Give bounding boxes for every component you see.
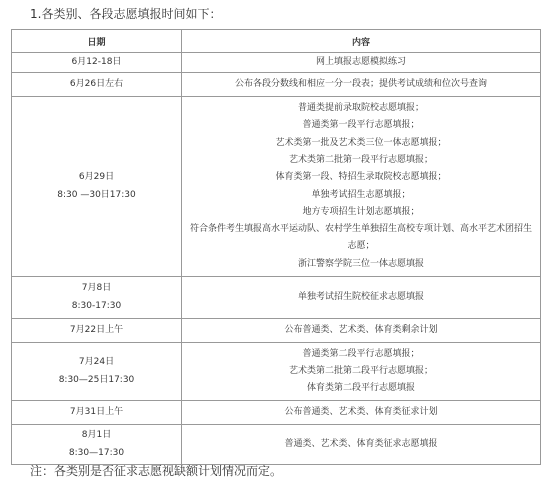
content-cell	[182, 425, 541, 465]
content-cell	[182, 401, 541, 425]
table-row	[12, 343, 541, 401]
date-cell	[12, 97, 182, 277]
content-text: 符合条件考生填报高水平运动队、农村学生单独招生高校专项计划、高水平艺术团招生志愿；	[189, 224, 532, 252]
content-text: 公布普通类、艺术类、体育类征求计划	[284, 406, 438, 417]
content-text: 公布普通类、艺术类、体育类剩余计划	[284, 324, 438, 335]
content-text: 网上填报志愿模拟练习	[315, 56, 406, 67]
date-cell	[12, 73, 182, 97]
table-row	[12, 319, 541, 343]
content-cell	[182, 73, 541, 97]
date-text: 7月24日	[78, 357, 115, 368]
date-cell	[12, 425, 182, 465]
content-text: 普通类提前录取院校志愿填报；	[297, 103, 424, 114]
date-cell	[12, 343, 182, 401]
content-text: 单独考试招生院校征求志愿填报	[297, 291, 424, 302]
time-text: 8:30 —30日17:30	[57, 189, 136, 200]
date-cell	[12, 319, 182, 343]
content-text: 艺术类第一批及艺术类三位一体志愿填报；	[275, 137, 447, 148]
date-text: 7月8日	[81, 283, 112, 294]
header-date: 日期	[12, 30, 182, 53]
table-row	[12, 53, 541, 73]
time-text: 8:30-17:30	[71, 300, 122, 311]
content-text: 地方专项招生计划志愿填报；	[302, 206, 420, 217]
content-text: 普通类第一段平行志愿填报；	[302, 120, 420, 131]
header-content: 内容	[182, 30, 541, 53]
content-cell	[182, 97, 541, 277]
date-cell	[12, 53, 182, 73]
content-cell	[182, 343, 541, 401]
content-text: 单独考试招生志愿填报；	[311, 189, 411, 200]
time-text: 8:30—25日17:30	[58, 374, 135, 385]
table-row	[12, 73, 541, 97]
footnote: 注：各类别是否征求志愿视缺额计划情况而定。	[30, 464, 283, 478]
content-text: 公布各段分数线和相应一分一段表；提供考试成绩和位次号查询	[234, 78, 487, 89]
content-cell	[182, 53, 541, 73]
date-text: 7月31日上午	[69, 406, 124, 417]
time-text: 8:30—17:30	[68, 447, 125, 458]
schedule-table	[11, 29, 541, 465]
table-row	[12, 97, 541, 277]
content-text: 体育类第二段平行志愿填报	[306, 383, 415, 394]
table-row	[12, 425, 541, 465]
content-text: 普通类、艺术类、体育类征求志愿填报	[284, 438, 438, 449]
content-text: 普通类第二段平行志愿填报；	[302, 348, 420, 359]
content-text: 艺术类第二批第一段平行志愿填报；	[288, 154, 433, 165]
content-text: 浙江警察学院三位一体志愿填报	[297, 258, 424, 269]
content-cell	[182, 277, 541, 319]
date-text: 6月26日左右	[69, 78, 124, 89]
table-row	[12, 277, 541, 319]
section-heading: 1.各类别、各段志愿填报时间如下：	[30, 7, 222, 21]
date-text: 7月22日上午	[69, 324, 124, 335]
date-cell	[12, 401, 182, 425]
date-text: 8月1日	[81, 430, 112, 441]
table-header-row	[12, 30, 541, 53]
content-text: 艺术类第二批第二段平行志愿填报；	[288, 365, 433, 376]
content-cell	[182, 319, 541, 343]
date-text: 6月29日	[78, 172, 115, 183]
date-text: 6月12-18日	[71, 56, 122, 67]
table-row	[12, 401, 541, 425]
content-text: 体育类第一段、特招生录取院校志愿填报；	[275, 172, 447, 183]
date-cell	[12, 277, 182, 319]
